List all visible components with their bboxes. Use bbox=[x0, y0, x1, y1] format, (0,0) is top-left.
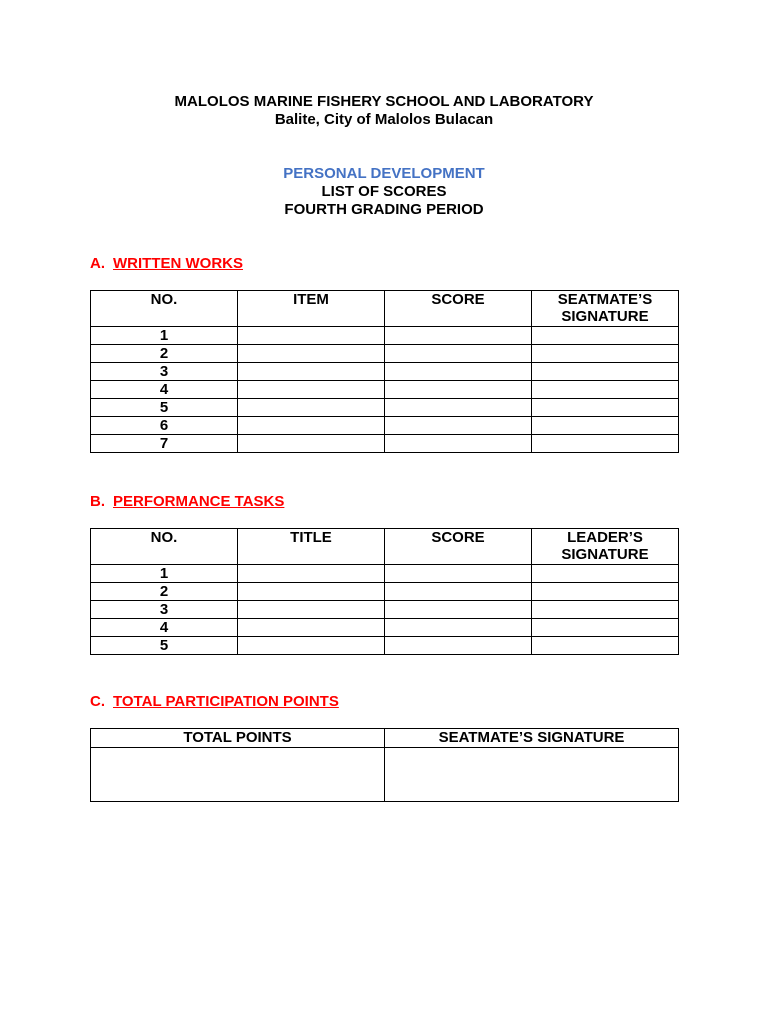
grading-period: FOURTH GRADING PERIOD bbox=[284, 201, 484, 218]
blank-cell[interactable] bbox=[238, 435, 385, 453]
column-header: SCORE bbox=[385, 291, 532, 327]
blank-cell[interactable] bbox=[238, 363, 385, 381]
section-c-heading bbox=[90, 693, 339, 711]
column-header: SEATMATE’S SIGNATURE bbox=[385, 729, 679, 748]
total-points-cell[interactable] bbox=[91, 748, 385, 802]
row-number: 5 bbox=[91, 399, 238, 417]
performance-tasks-table bbox=[90, 528, 679, 655]
blank-cell[interactable] bbox=[385, 327, 532, 345]
blank-cell[interactable] bbox=[532, 327, 679, 345]
column-header: SCORE bbox=[385, 529, 532, 565]
table-row bbox=[91, 399, 679, 417]
document-title: LIST OF SCORES bbox=[321, 183, 447, 200]
blank-cell[interactable] bbox=[385, 363, 532, 381]
blank-cell[interactable] bbox=[238, 399, 385, 417]
table-row bbox=[91, 565, 679, 583]
row-number: 6 bbox=[91, 417, 238, 435]
table-row bbox=[91, 637, 679, 655]
table-row bbox=[91, 327, 679, 345]
blank-cell[interactable] bbox=[532, 399, 679, 417]
table-row bbox=[91, 363, 679, 381]
blank-cell[interactable] bbox=[532, 583, 679, 601]
row-number: 3 bbox=[91, 601, 238, 619]
table-row bbox=[91, 435, 679, 453]
blank-cell[interactable] bbox=[238, 583, 385, 601]
blank-cell[interactable] bbox=[238, 601, 385, 619]
blank-cell[interactable] bbox=[532, 363, 679, 381]
section-b-letter: B. bbox=[90, 493, 105, 510]
participation-table bbox=[90, 728, 679, 802]
row-number: 1 bbox=[91, 327, 238, 345]
blank-cell[interactable] bbox=[385, 381, 532, 399]
signature-cell[interactable] bbox=[385, 748, 679, 802]
section-c-title: TOTAL PARTICIPATION POINTS bbox=[113, 693, 339, 710]
blank-cell[interactable] bbox=[385, 345, 532, 363]
column-header: NO. bbox=[91, 529, 238, 565]
section-b-heading bbox=[90, 493, 284, 511]
blank-cell[interactable] bbox=[238, 565, 385, 583]
column-header: TITLE bbox=[238, 529, 385, 565]
section-a-letter: A. bbox=[90, 255, 105, 272]
table-header-row bbox=[91, 529, 679, 565]
table-row bbox=[91, 381, 679, 399]
blank-cell[interactable] bbox=[385, 601, 532, 619]
column-header: SEATMATE’S SIGNATURE bbox=[532, 291, 679, 327]
blank-cell[interactable] bbox=[532, 417, 679, 435]
table-row bbox=[91, 345, 679, 363]
blank-cell[interactable] bbox=[532, 345, 679, 363]
blank-cell[interactable] bbox=[532, 565, 679, 583]
subject-title: PERSONAL DEVELOPMENT bbox=[283, 165, 485, 182]
table-row bbox=[91, 601, 679, 619]
blank-cell[interactable] bbox=[532, 601, 679, 619]
table-header-row bbox=[91, 729, 679, 748]
blank-cell[interactable] bbox=[238, 327, 385, 345]
column-header: NO. bbox=[91, 291, 238, 327]
column-header: TOTAL POINTS bbox=[91, 729, 385, 748]
section-c-letter: C. bbox=[90, 693, 105, 710]
column-header: ITEM bbox=[238, 291, 385, 327]
table-row bbox=[91, 748, 679, 802]
blank-cell[interactable] bbox=[238, 345, 385, 363]
table-header-row bbox=[91, 291, 679, 327]
school-name: MALOLOS MARINE FISHERY SCHOOL AND LABORATORY bbox=[174, 93, 594, 110]
table-row bbox=[91, 583, 679, 601]
blank-cell[interactable] bbox=[238, 417, 385, 435]
blank-cell[interactable] bbox=[238, 619, 385, 637]
row-number: 5 bbox=[91, 637, 238, 655]
row-number: 2 bbox=[91, 345, 238, 363]
blank-cell[interactable] bbox=[532, 619, 679, 637]
blank-cell[interactable] bbox=[385, 417, 532, 435]
row-number: 3 bbox=[91, 363, 238, 381]
row-number: 4 bbox=[91, 619, 238, 637]
blank-cell[interactable] bbox=[385, 637, 532, 655]
section-a-heading bbox=[90, 255, 243, 273]
blank-cell[interactable] bbox=[532, 637, 679, 655]
row-number: 7 bbox=[91, 435, 238, 453]
table-row bbox=[91, 417, 679, 435]
column-header: LEADER’S SIGNATURE bbox=[532, 529, 679, 565]
school-address: Balite, City of Malolos Bulacan bbox=[274, 111, 494, 128]
row-number: 2 bbox=[91, 583, 238, 601]
blank-cell[interactable] bbox=[238, 381, 385, 399]
blank-cell[interactable] bbox=[385, 565, 532, 583]
row-number: 1 bbox=[91, 565, 238, 583]
blank-cell[interactable] bbox=[385, 583, 532, 601]
table-row bbox=[91, 619, 679, 637]
blank-cell[interactable] bbox=[385, 619, 532, 637]
blank-cell[interactable] bbox=[385, 435, 532, 453]
blank-cell[interactable] bbox=[385, 399, 532, 417]
row-number: 4 bbox=[91, 381, 238, 399]
written-works-table bbox=[90, 290, 679, 453]
blank-cell[interactable] bbox=[238, 637, 385, 655]
blank-cell[interactable] bbox=[532, 381, 679, 399]
section-b-title: PERFORMANCE TASKS bbox=[113, 493, 285, 510]
section-a-title: WRITTEN WORKS bbox=[113, 255, 243, 272]
blank-cell[interactable] bbox=[532, 435, 679, 453]
